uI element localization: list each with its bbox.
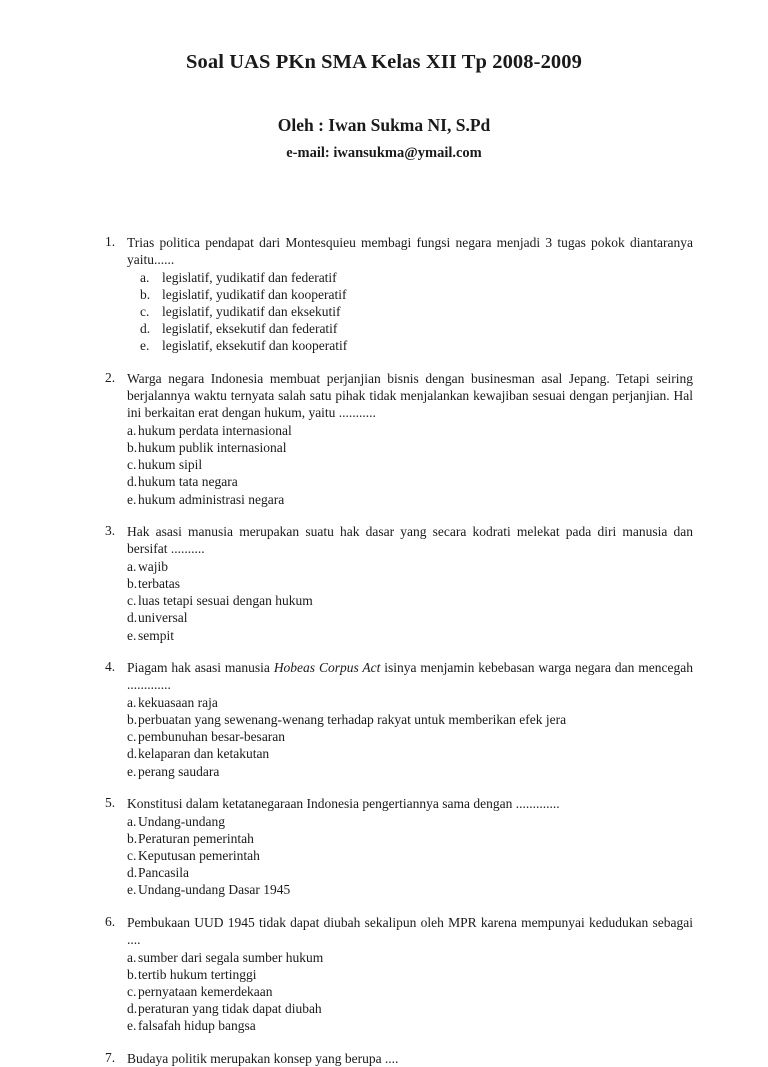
- question-stem-text: Trias politica pendapat dari Montesquieu membagi fungsi negara menjadi 3 tugas pokok diantaranya yaitu......: [127, 234, 693, 267]
- answer-option[interactable]: [127, 694, 693, 711]
- question-stem-text: Konstitusi dalam ketatanegaraan Indonesia pengertiannya sama dengan .............: [127, 795, 560, 811]
- answer-option-text: luas tetapi sesuai dengan hukum: [138, 593, 313, 609]
- question-stem: [127, 914, 693, 948]
- answer-option-text: pembunuhan besar-besaran: [138, 729, 286, 745]
- answer-option-text: hukum administrasi negara: [138, 491, 285, 507]
- answer-option-text: wajib: [138, 559, 168, 575]
- answer-option-list: [127, 558, 693, 644]
- answer-option-letter: b.: [127, 712, 138, 728]
- answer-option[interactable]: [140, 337, 693, 354]
- question-block: [105, 234, 693, 355]
- question-list: [0, 162, 768, 1067]
- answer-option-letter: b.: [127, 966, 138, 982]
- answer-option-letter: d.: [140, 321, 151, 337]
- answer-option-text: hukum perdata internasional: [138, 423, 292, 439]
- answer-option-letter: a.: [127, 423, 137, 439]
- answer-option-letter: a.: [127, 813, 137, 829]
- answer-option[interactable]: [127, 813, 693, 830]
- answer-option-text: sumber dari segala sumber hukum: [138, 949, 324, 965]
- answer-option-text: Peraturan pemerintah: [138, 830, 254, 846]
- answer-option-text: legislatif, eksekutif dan kooperatif: [162, 338, 348, 354]
- answer-option-text: hukum tata negara: [138, 474, 238, 490]
- question-number: 4.: [105, 658, 116, 674]
- question-stem-emphasis: Hobeas Corpus Act: [273, 659, 381, 675]
- answer-option-letter: e.: [140, 338, 150, 354]
- answer-option[interactable]: [127, 728, 693, 745]
- answer-option-text: universal: [138, 610, 188, 626]
- question-stem: [127, 1050, 693, 1067]
- answer-option[interactable]: [127, 864, 693, 881]
- answer-option-letter: e.: [127, 491, 137, 507]
- document-email: e-mail: iwansukma@ymail.com: [286, 144, 482, 161]
- answer-option-letter: a.: [127, 695, 137, 710]
- answer-option[interactable]: [127, 422, 693, 439]
- answer-option-text: hukum publik internasional: [138, 440, 287, 456]
- answer-option-text: Pancasila: [138, 865, 189, 881]
- answer-option[interactable]: [127, 456, 693, 473]
- question-block: [105, 523, 693, 644]
- question-stem: [127, 659, 693, 693]
- question-stem: [127, 523, 693, 557]
- answer-option-letter: d.: [127, 865, 138, 881]
- question-stem: [127, 795, 693, 812]
- answer-option[interactable]: [140, 269, 693, 286]
- answer-option-letter: e.: [127, 763, 137, 779]
- answer-option-text: hukum sipil: [138, 457, 203, 473]
- question-block: [105, 914, 693, 1035]
- answer-option[interactable]: [127, 966, 693, 983]
- answer-option[interactable]: [127, 473, 693, 490]
- answer-option[interactable]: [127, 491, 693, 508]
- answer-option-letter: c.: [127, 729, 137, 745]
- question-stem-text-continued: isinya menjamin kebebasan warga negara dan mencegah .............: [127, 659, 693, 692]
- answer-option-text: Keputusan pemerintah: [138, 848, 260, 864]
- answer-option-letter: a.: [127, 559, 137, 575]
- answer-option-list: [127, 694, 693, 780]
- question-number: 1.: [105, 233, 116, 249]
- answer-option[interactable]: [127, 745, 693, 762]
- question-stem-text: Hak asasi manusia merupakan suatu hak dasar yang secara kodrati melekat pada diri manusia dan bersifat ..........: [127, 523, 693, 556]
- answer-option-text: perang saudara: [138, 763, 220, 779]
- question-stem-text: Warga negara Indonesia membuat perjanjian bisnis dengan businesman asal Jepang. Tetapi seiring berjalannya waktu ternyata salah satu pihak tidak menjalankan kewajiban sesuai dengan perjanjian. Hal ini berkaitan erat dengan hukum, yaitu ...........: [127, 370, 693, 420]
- answer-option-text: Undang-undang Dasar 1945: [138, 882, 291, 898]
- question-block: [105, 795, 693, 899]
- answer-option-list: [127, 422, 693, 508]
- question-number: 2.: [105, 369, 116, 385]
- answer-option-letter: c.: [127, 984, 137, 1000]
- question-stem-text: Piagam hak asasi manusia: [127, 659, 274, 675]
- question-number: 3.: [105, 522, 116, 538]
- answer-option-letter: d.: [127, 746, 138, 762]
- answer-option[interactable]: [127, 575, 693, 592]
- answer-option-letter: c.: [127, 593, 137, 609]
- answer-option-letter: b.: [127, 576, 138, 592]
- question-number: 6.: [105, 913, 116, 929]
- answer-option[interactable]: [140, 320, 693, 337]
- question-block: [105, 1050, 693, 1067]
- answer-option[interactable]: [127, 983, 693, 1000]
- answer-option[interactable]: [127, 627, 693, 644]
- question-stem: [127, 370, 693, 421]
- answer-option-letter: a.: [127, 949, 137, 965]
- question-number: 7.: [105, 1049, 116, 1065]
- answer-option-list: [127, 949, 693, 1035]
- answer-option-text: legislatif, yudikatif dan federatif: [162, 269, 337, 285]
- answer-option[interactable]: [127, 847, 693, 864]
- page-title: Soal UAS PKn SMA Kelas XII Tp 2008-2009: [186, 51, 582, 73]
- answer-option[interactable]: [127, 558, 693, 575]
- answer-option-letter: e.: [127, 627, 137, 643]
- answer-option[interactable]: [127, 711, 693, 728]
- answer-option-letter: c.: [127, 457, 137, 473]
- question-stem: [127, 234, 693, 268]
- answer-option[interactable]: [127, 949, 693, 966]
- answer-option[interactable]: [127, 1017, 693, 1034]
- answer-option-letter: a.: [140, 269, 150, 285]
- question-block: [105, 370, 693, 508]
- answer-option-letter: b.: [127, 830, 138, 846]
- document-author: Oleh : Iwan Sukma NI, S.Pd: [277, 114, 491, 135]
- answer-option-letter: c.: [140, 304, 150, 320]
- answer-option[interactable]: [140, 303, 693, 320]
- answer-option-letter: d.: [127, 474, 138, 490]
- answer-option-list: [127, 813, 693, 899]
- answer-option-text: legislatif, yudikatif dan eksekutif: [162, 304, 341, 320]
- answer-option-text: perbuatan yang sewenang-wenang terhadap rakyat untuk memberikan efek jera: [138, 712, 567, 728]
- answer-option[interactable]: [127, 439, 693, 456]
- answer-option-text: sempit: [138, 627, 174, 643]
- answer-option[interactable]: [127, 1000, 693, 1017]
- answer-option-text: tertib hukum tertinggi: [138, 966, 257, 982]
- answer-option[interactable]: [127, 763, 693, 780]
- question-stem-text: Budaya politik merupakan konsep yang berupa ....: [127, 1050, 399, 1066]
- answer-option-text: pernyataan kemerdekaan: [138, 984, 273, 1000]
- answer-option-letter: e.: [127, 1018, 137, 1034]
- answer-option-text: terbatas: [138, 576, 180, 592]
- document-header: [0, 0, 768, 162]
- answer-option-letter: d.: [127, 1001, 138, 1017]
- answer-option-letter: e.: [127, 882, 137, 898]
- question-stem-text: Pembukaan UUD 1945 tidak dapat diubah sekalipun oleh MPR karena mempunyai kedudukan sebagai ....: [127, 914, 693, 947]
- answer-option-text: falsafah hidup bangsa: [138, 1018, 256, 1034]
- answer-option[interactable]: [127, 609, 693, 626]
- answer-option-text: legislatif, eksekutif dan federatif: [162, 321, 338, 337]
- answer-option-text: legislatif, yudikatif dan kooperatif: [162, 287, 347, 303]
- answer-option[interactable]: [127, 881, 693, 898]
- answer-option-text: peraturan yang tidak dapat diubah: [138, 1001, 322, 1017]
- answer-option-text: Undang-undang: [138, 813, 225, 829]
- answer-option-letter: b.: [127, 440, 138, 456]
- answer-option-letter: d.: [127, 610, 138, 626]
- answer-option[interactable]: [140, 286, 693, 303]
- question-block: [105, 659, 693, 780]
- answer-option[interactable]: [127, 592, 693, 609]
- answer-option-letter: c.: [127, 848, 137, 864]
- answer-option[interactable]: [127, 830, 693, 847]
- answer-option-text: kekuasaan raja: [138, 695, 218, 710]
- answer-option-list: [127, 269, 693, 355]
- answer-option-letter: b.: [140, 287, 151, 303]
- answer-option-text: kelaparan dan ketakutan: [138, 746, 270, 762]
- question-number: 5.: [105, 794, 116, 810]
